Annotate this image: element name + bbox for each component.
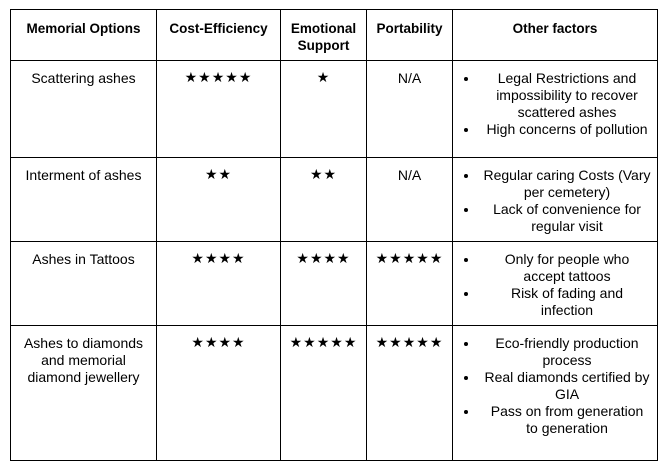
factor-item: • Pass on from generation to generation [479, 403, 651, 437]
factors-cell [453, 61, 658, 158]
option-cell: Ashes to diamonds and memorial diamond jewellery [11, 326, 157, 461]
header-memorial-options: Memorial Options [11, 10, 157, 61]
factors-cell [453, 158, 658, 242]
emotional-rating: ★ [281, 61, 367, 158]
factor-item: • High concerns of pollution [479, 121, 651, 138]
cost-rating: ★★★★★ [157, 61, 281, 158]
factor-list [459, 167, 651, 235]
emotional-rating: ★★★★★ [281, 326, 367, 461]
factor-item: • Real diamonds certified by GIA [479, 369, 651, 403]
emotional-rating: ★★ [281, 158, 367, 242]
header-other-factors: Other factors [453, 10, 658, 61]
factor-list [459, 70, 651, 138]
factor-item: • Only for people who accept tattoos [479, 251, 651, 285]
portability-rating: ★★★★★ [367, 326, 453, 461]
header-cost-efficiency: Cost-Efficiency [157, 10, 281, 61]
factor-item: • Eco-friendly production process [479, 335, 651, 369]
table-header-row [11, 10, 658, 61]
factor-list [459, 251, 651, 319]
option-cell: Scattering ashes [11, 61, 157, 158]
option-cell: Ashes in Tattoos [11, 242, 157, 326]
table-row [11, 242, 658, 326]
cost-rating: ★★★★ [157, 326, 281, 461]
factor-list [459, 335, 651, 437]
portability-rating: ★★★★★ [367, 242, 453, 326]
portability-rating: N/A [367, 158, 453, 242]
factors-cell [453, 326, 658, 461]
factors-cell [453, 242, 658, 326]
factor-item: • Legal Restrictions and impossibility to recover scattered ashes [479, 70, 651, 121]
cost-rating: ★★★★ [157, 242, 281, 326]
portability-rating: N/A [367, 61, 453, 158]
cost-rating: ★★ [157, 158, 281, 242]
table-row [11, 158, 658, 242]
factor-item: • Lack of convenience for regular visit [479, 201, 651, 235]
table-row [11, 326, 658, 461]
header-emotional-support: Emotional Support [281, 10, 367, 61]
memorial-options-table [10, 9, 658, 461]
option-cell: Interment of ashes [11, 158, 157, 242]
table-row [11, 61, 658, 158]
header-portability: Portability [367, 10, 453, 61]
factor-item: • Regular caring Costs (Vary per cemetery) [479, 167, 651, 201]
factor-item: • Risk of fading and infection [479, 285, 651, 319]
emotional-rating: ★★★★ [281, 242, 367, 326]
